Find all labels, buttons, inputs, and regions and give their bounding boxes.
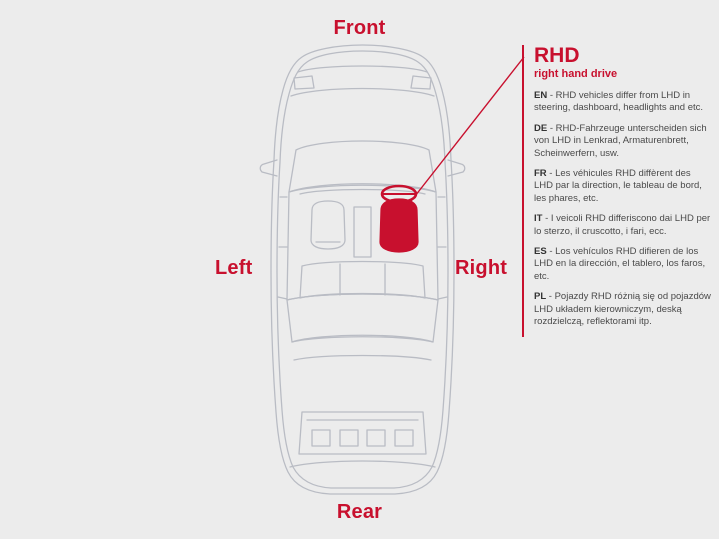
description-de xyxy=(534,123,712,160)
description-it xyxy=(534,213,712,238)
description-es xyxy=(534,246,712,283)
lang-code-de: DE xyxy=(534,122,548,134)
lang-code-pl: PL xyxy=(534,291,547,303)
orientation-label-right: Right xyxy=(455,257,508,279)
description-en xyxy=(534,90,712,115)
description-pl xyxy=(534,291,712,328)
lang-code-es: ES xyxy=(534,246,547,258)
lang-code-en: EN xyxy=(534,90,548,101)
orientation-label-rear: Rear xyxy=(336,501,383,523)
description-text-de: - RHD-Fahrzeuge unterscheiden sich von LHD in Lenkrad, Armaturenbrett, Scheinwerfern, usw. xyxy=(534,122,707,159)
lang-code-fr: FR xyxy=(534,168,547,180)
rhd-callout-panel xyxy=(522,45,712,337)
callout-subtitle: right hand drive xyxy=(534,68,618,80)
description-text-it: - I veicoli RHD differiscono dai LHD per lo sterzo, il cruscotto, i fari, ecc. xyxy=(534,213,711,237)
orientation-label-front: Front xyxy=(333,17,386,39)
description-text-en: - RHD vehicles differ from LHD in steering, dashboard, headlights and etc. xyxy=(534,90,704,114)
rhd-seat-highlight xyxy=(380,186,418,252)
description-text-es: - Los vehículos RHD difieren de los LHD en la dirección, el tablero, los faros, etc. xyxy=(534,246,706,282)
lang-code-it: IT xyxy=(534,213,543,225)
callout-title: RHD xyxy=(534,44,580,67)
description-text-fr: - Les véhicules RHD diffèrent des LHD par la direction, le tableau de bord, les phares, etc. xyxy=(534,168,702,204)
description-text-pl: - Pojazdy RHD różnią się od pojazdów LHD układem kierowniczym, deską rozdzielczą, reflektorami itp. xyxy=(534,291,711,328)
description-fr xyxy=(534,168,712,205)
orientation-label-left: Left xyxy=(215,257,253,279)
car-top-view-illustration xyxy=(250,42,475,497)
